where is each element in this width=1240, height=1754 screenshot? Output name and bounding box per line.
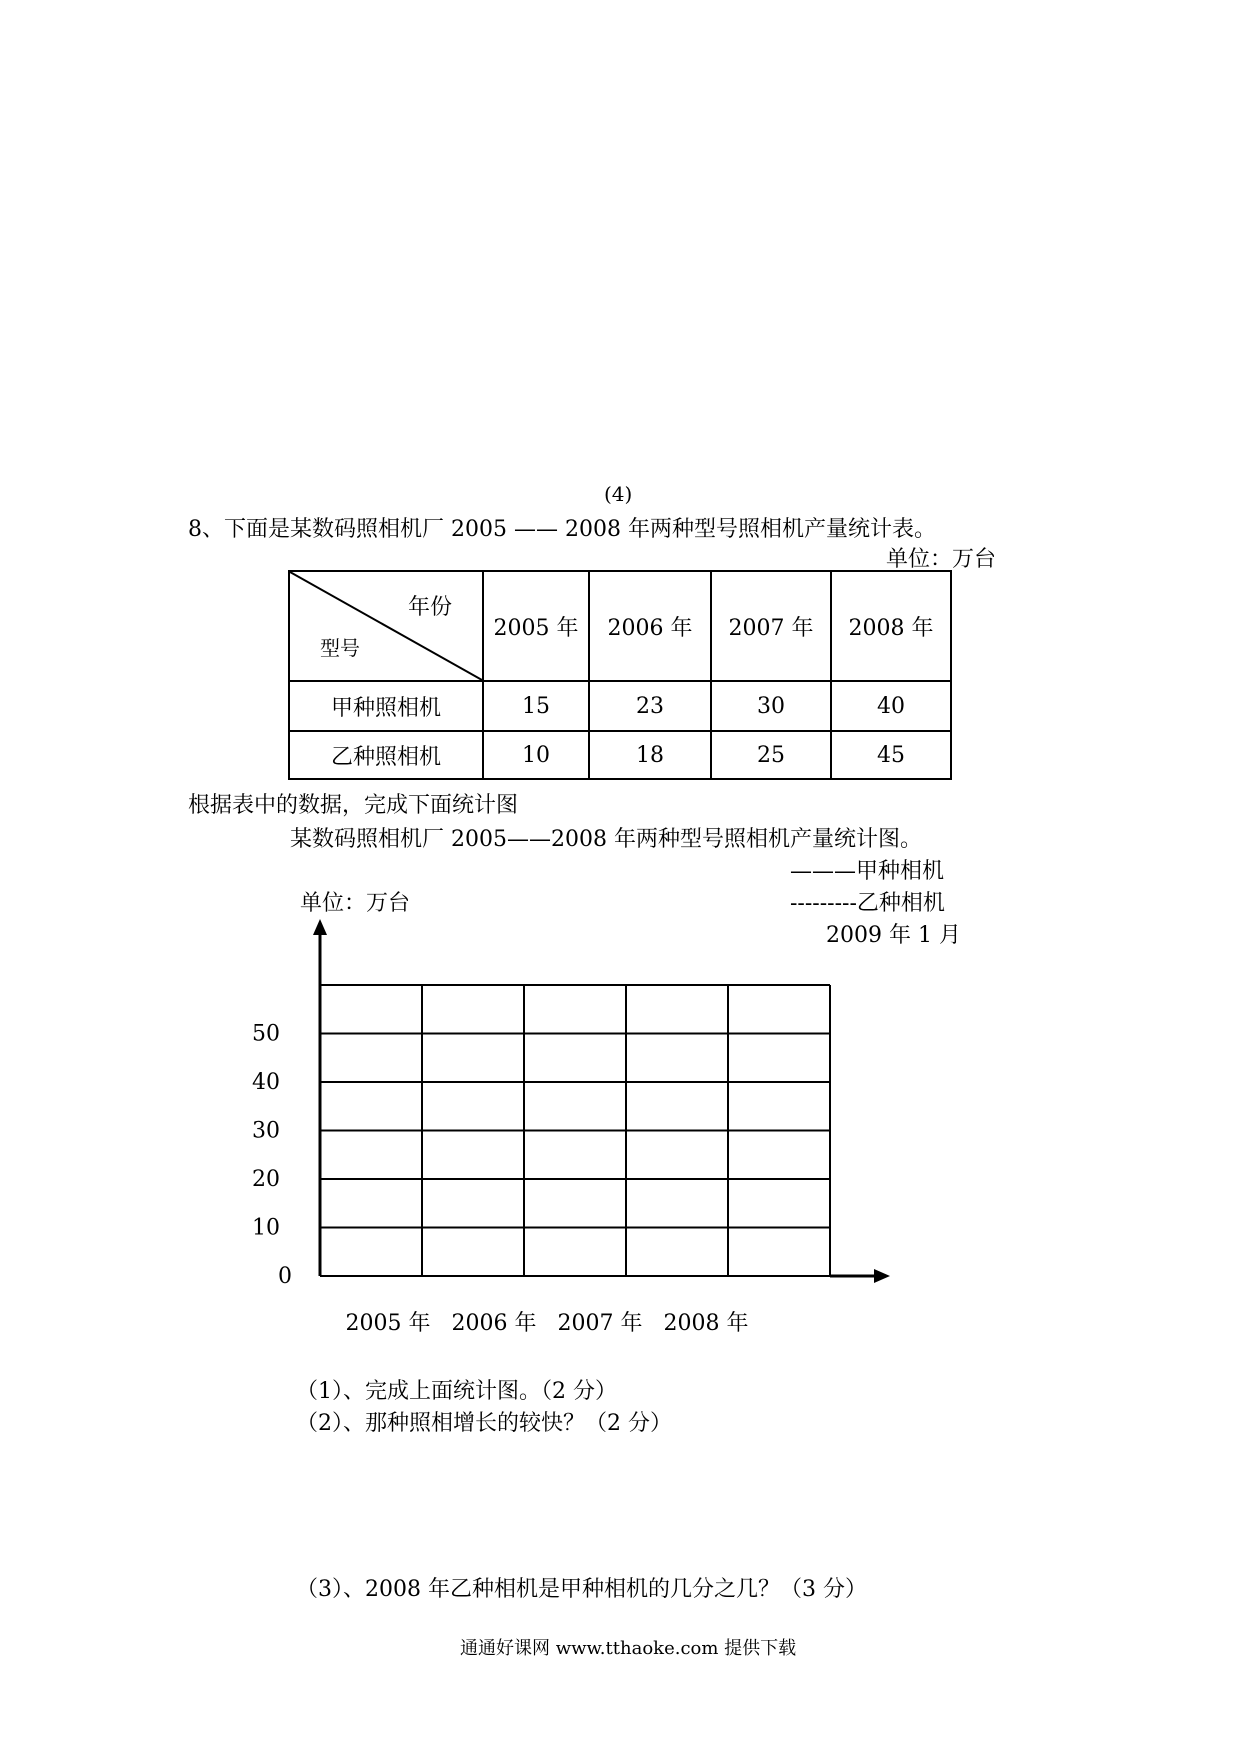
instruction-text: 根据表中的数据，完成下面统计图 [188, 793, 519, 818]
column-header: 2007 年 [711, 571, 831, 681]
chart-title: 某数码照相机厂 2005——2008 年两种型号照相机产量统计图。 [290, 827, 922, 852]
x-tick-label: 2007 年 [557, 1311, 643, 1335]
sub-question-3: （3）、2008 年乙种相机是甲种相机的几分之几？（3 分） [296, 1577, 867, 1602]
corner-model-label: 型号 [320, 636, 360, 660]
legend-solid: ———甲种相机 [790, 859, 945, 884]
question-text: 8、下面是某数码照相机厂 2005 —— 2008 年两种型号照相机产量统计表。 [188, 517, 936, 542]
y-tick-label: 0 [278, 1264, 292, 1289]
table-cell: 23 [589, 681, 711, 731]
legend-dashed: ---------乙种相机 [790, 891, 945, 916]
table-cell: 10 [483, 731, 589, 779]
column-header: 2006 年 [589, 571, 711, 681]
y-tick-label: 30 [252, 1118, 280, 1144]
diagonal-line [290, 572, 482, 680]
table-cell: 15 [483, 681, 589, 731]
table-cell: 30 [711, 681, 831, 731]
row-label: 乙种照相机 [289, 731, 483, 779]
table-unit: 单位：万台 [886, 547, 997, 572]
line-chart [240, 905, 920, 1335]
table-cell: 40 [831, 681, 951, 731]
table-row [289, 731, 951, 779]
chart-grid [320, 985, 830, 1276]
x-tick-labels [346, 1311, 749, 1335]
table-header-row [289, 571, 951, 681]
row-label: 甲种照相机 [289, 681, 483, 731]
y-tick-labels [252, 1022, 292, 1290]
sub-question-1: （1）、完成上面统计图。（2 分） [296, 1379, 617, 1404]
sub-question-2: （2）、那种照相增长的较快？（2 分） [296, 1411, 672, 1436]
y-tick-label: 10 [252, 1215, 280, 1241]
page-marker: (4) [604, 482, 633, 506]
y-axis-arrow [313, 919, 327, 935]
y-axis-unit: 单位：万台 [300, 891, 411, 916]
column-header: 2005 年 [483, 571, 589, 681]
table-corner-cell [289, 571, 483, 681]
table-cell: 45 [831, 731, 951, 779]
chart-date: 2009 年 1 月 [826, 923, 961, 948]
production-table [288, 570, 952, 780]
x-axis-arrow [874, 1269, 890, 1283]
table-cell: 18 [589, 731, 711, 779]
column-header: 2008 年 [831, 571, 951, 681]
x-tick-label: 2008 年 [663, 1311, 749, 1335]
y-tick-label: 40 [252, 1070, 280, 1095]
footer-text: 通通好课网 www.tthaoke.com 提供下载 [460, 1638, 797, 1659]
table-row [289, 681, 951, 731]
x-tick-label: 2005 年 [345, 1311, 431, 1335]
y-tick-label: 50 [252, 1021, 280, 1047]
corner-year-label: 年份 [407, 595, 452, 620]
y-tick-label: 20 [252, 1167, 280, 1192]
x-tick-label: 2006 年 [451, 1311, 537, 1335]
table-cell: 25 [711, 731, 831, 779]
